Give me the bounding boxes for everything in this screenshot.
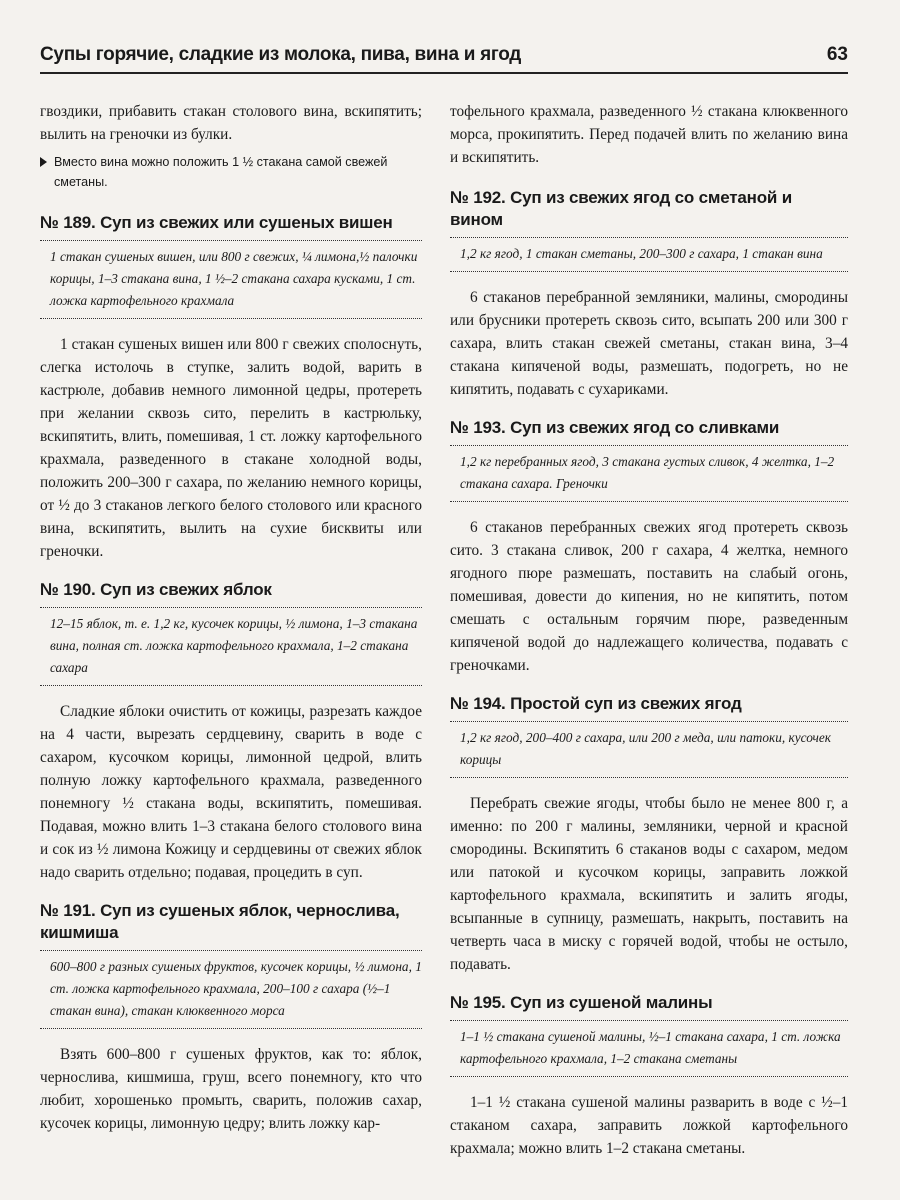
right-column	[450, 100, 848, 1160]
recipe-192	[450, 187, 848, 401]
ingredients-box	[450, 1020, 848, 1077]
triangle-bullet-icon	[40, 157, 47, 167]
ingredients-text: 600–800 г разных сушеных фруктов, кусочек корицы, ½ лимона, 1 ст. ложка картофельного крахмала, 200–100 г сахара (½–1 стакан вина), стакан клюквенного морса	[50, 959, 422, 1018]
recipe-text: 6 стаканов перебранной земляники, малины, смородины или брусники протереть сквозь сито, всыпать 200 или 300 г сахара, влить стакан свежей сметаны, стакан вина, 3–4 стакана кипяченой воды, размешать, подогреть, но не кипятить, подавать с сухариками.	[450, 289, 848, 398]
continuation-text: тофельного крахмала, разведенного ½ стакана клюквенного морса, прокипятить. Перед подачей влить по желанию вина и вскипятить.	[450, 103, 848, 166]
ingredients-text: 1,2 кг перебранных ягод, 3 стакана густых сливок, 4 желтка, 1–2 стакана сахара. Греночки	[460, 454, 835, 491]
ingredients-box	[450, 721, 848, 778]
continuation-text: гвоздики, прибавить стакан столового вина, вскипятить; вылить на греночки из булки.	[40, 103, 422, 143]
recipe-title: № 193. Суп из свежих ягод со сливками	[450, 418, 780, 437]
ingredients-text: 1 стакан сушеных вишен, или 800 г свежих, ¼ лимона,½ палочки корицы, 1–3 стакана вина, 1 ½–2 стакана сахара кусками, 1 ст. ложка картофельного крахмала	[50, 249, 418, 308]
ingredients-box	[40, 950, 422, 1029]
ingredients-box	[450, 445, 848, 502]
recipe-text: 1–1 ½ стакана сушеной малины разварить в воде с ½–1 стаканом сахара, заправить ложкой картофельного крахмала; можно влить 1–2 стакана сметаны.	[450, 1094, 848, 1157]
running-header	[40, 40, 848, 74]
ingredients-box	[40, 607, 422, 686]
recipe-title: № 194. Простой суп из свежих ягод	[450, 694, 742, 713]
ingredients-text: 1,2 кг ягод, 1 стакан сметаны, 200–300 г сахара, 1 стакан вина	[460, 246, 823, 261]
recipe-title: № 195. Суп из сушеной малины	[450, 993, 713, 1012]
page-number: 63	[826, 44, 848, 65]
chapter-title: Супы горячие, сладкие из молока, пива, вина и ягод	[40, 44, 522, 65]
recipe-text: 1 стакан сушеных вишен или 800 г свежих сполоснуть, слегка истолочь в ступке, залить водой, варить в кастрюле, добавив немного лимонной цедры, протереть при желании сквозь сито, перелить в кастрюльку, вскипятить, влить, помешивая, 1 ст. ложку картофельного крахмала, разведенного в стакане холодной воды, положить 200–300 г сахара, по желанию немного корицы, от ½ до 3 стаканов легкого белого столового или красного вина, вскипятить, вылить на сухие бисквиты или греночки.	[40, 336, 422, 560]
recipe-text: Перебрать свежие ягоды, чтобы было не менее 800 г, а именно: по 200 г малины, земляники, черной и красной смородины. Вскипятить 6 стаканов воды с сахаром, медом или патокой и кусочком корицы, заправить ложкой картофельного крахмала, вскипятить и залить ягоды, всыпанные в супницу, размешать, накрыть, поставить на четверть часа в миску с горячей водой, чтобы не остыло, подавать.	[450, 795, 848, 973]
tip-note-text: Вместо вина можно положить 1 ½ стакана самой свежей сметаны.	[54, 155, 388, 189]
recipe-190	[40, 579, 422, 884]
ingredients-text: 1,2 кг ягод, 200–400 г сахара, или 200 г меда, или патоки, кусочек корицы	[460, 730, 832, 767]
recipe-text: Взять 600–800 г сушеных фруктов, как то: яблок, чернослива, кишмиша, груш, всего понемногу, кто что любит, хорошенько промыть, сварить, положив сахар, кусочек корицы, лимонную цедру; влить ложку кар-	[40, 1046, 422, 1132]
recipe-text: Сладкие яблоки очистить от кожицы, разрезать каждое на 4 части, вырезать сердцевину, сварить в воде с сахаром, кусочком корицы, лимонной цедрой, влить полную ложку картофельного крахмала, разведенного понемногу ½ стакана воды, вскипятить, помешивая. Подавая, можно влить 1–3 стакана белого столового вина и сок из ½ лимона Кожицу и сердцевины от свежих яблок надо сварить отдельно; подавая, процедить в суп.	[40, 703, 422, 881]
recipe-189	[40, 212, 422, 563]
left-column	[40, 100, 422, 1135]
recipe-text: 6 стаканов перебранных свежих ягод протереть сквозь сито. 3 стакана сливок, 200 г сахара, 4 желтка, немного ягодного пюре размешать, поставить на слабый огонь, помешивая, довести до кипения, но не кипятить, потом смешать с остальным горячим пюре, разведенным кипяченой водой до надлежащего количества, подавать с греночками.	[450, 519, 848, 674]
ingredients-text: 12–15 яблок, т. е. 1,2 кг, кусочек корицы, ½ лимона, 1–3 стакана вина, полная ст. ложка картофельного крахмала, 1–2 стакана сахара	[50, 616, 418, 675]
recipe-193	[450, 417, 848, 677]
ingredients-text: 1–1 ½ стакана сушеной малины, ½–1 стакана сахара, 1 ст. ложка картофельного крахмала, 1–2 стакана сметаны	[460, 1029, 841, 1066]
recipe-195	[450, 992, 848, 1160]
recipe-title: № 190. Суп из свежих яблок	[40, 580, 272, 599]
ingredients-box	[450, 237, 848, 272]
recipe-title: № 191. Суп из сушеных яблок, чернослива, кишмиша	[40, 901, 400, 942]
recipe-title: № 189. Суп из свежих или сушеных вишен	[40, 213, 393, 232]
ingredients-box	[40, 240, 422, 319]
tip-note	[40, 152, 422, 192]
header-divider	[40, 72, 848, 74]
recipe-title: № 192. Суп из свежих ягод со сметаной и вином	[450, 188, 792, 229]
recipe-191	[40, 900, 422, 1135]
recipe-194	[450, 693, 848, 976]
